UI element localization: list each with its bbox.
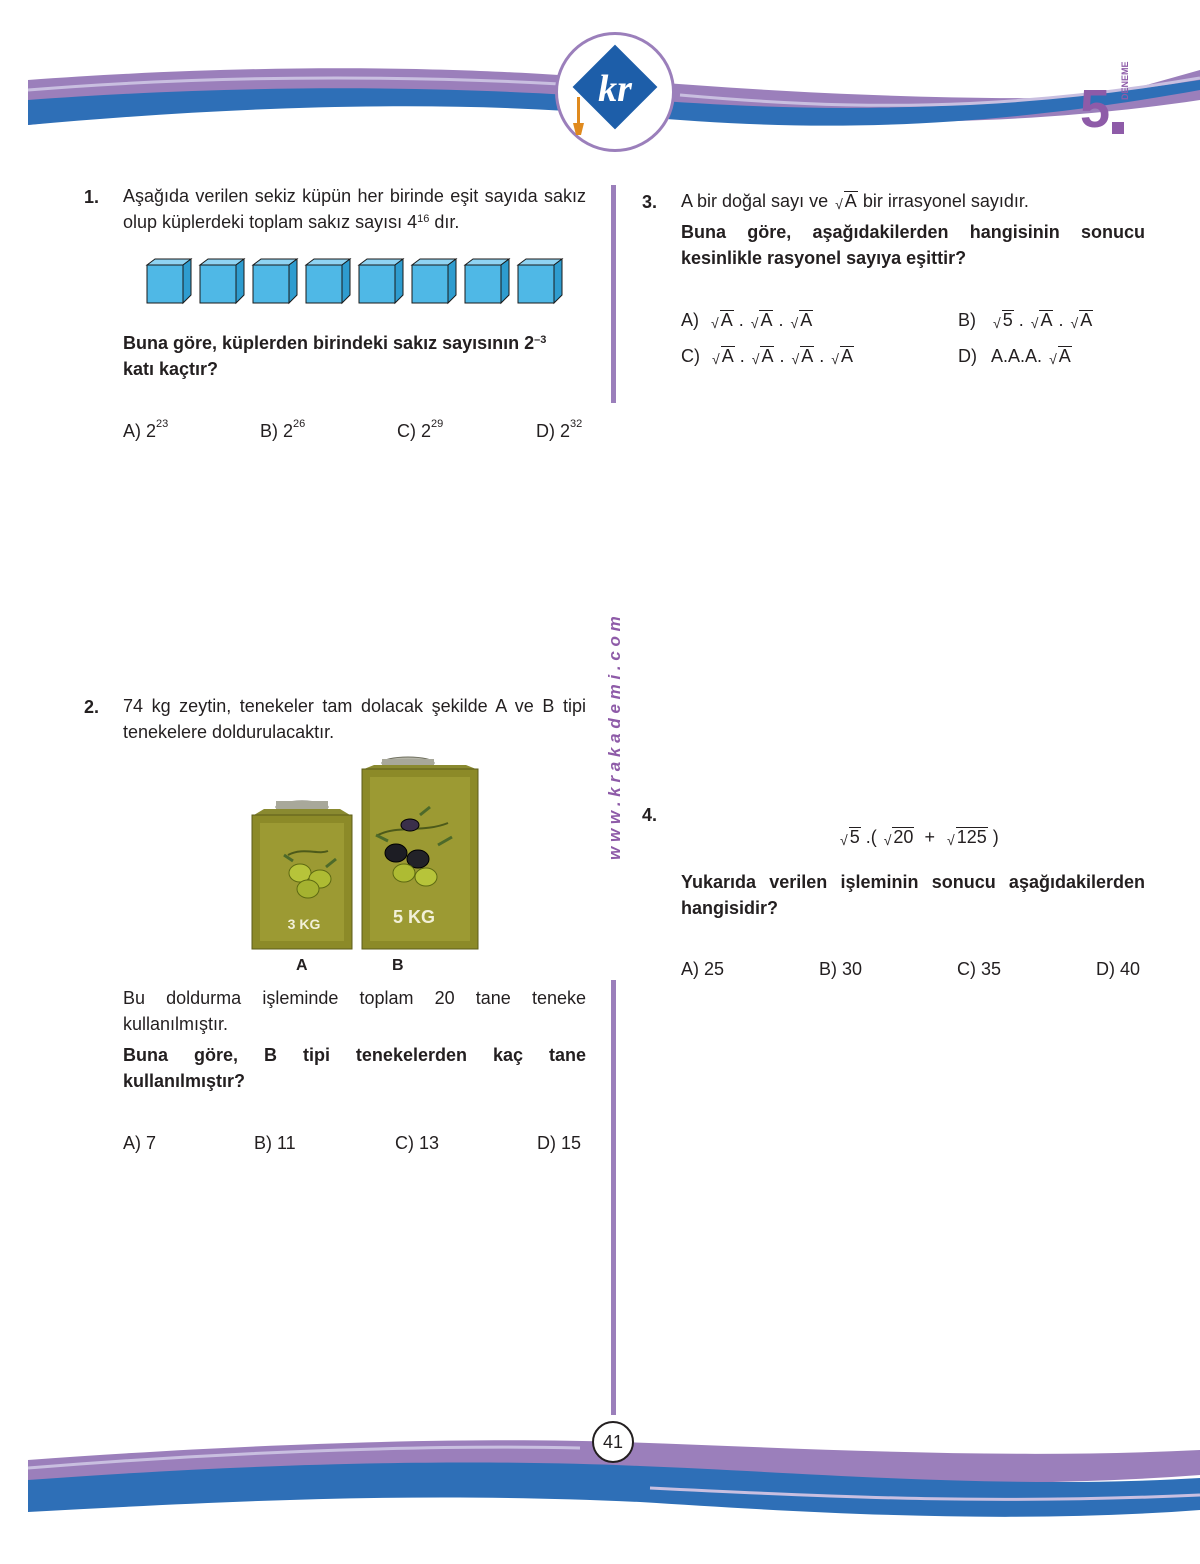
q4-option-c[interactable]: C) 35 xyxy=(957,959,1002,979)
q3-text xyxy=(681,188,1151,215)
q3-a-rad-1: A xyxy=(720,310,733,330)
sqrt-icon: √ xyxy=(791,351,800,367)
q2-text2: Bu doldurma işleminde toplam 20 tane teneke kullanılmıştır. xyxy=(123,988,586,1034)
q2-text: 74 kg zeytin, tenekeler tam dolacak şekilde A ve B tipi tenekelere doldurulacaktır. xyxy=(123,696,586,742)
logo-text: kr xyxy=(598,68,632,110)
watermark xyxy=(598,515,628,865)
q4-expr-plus: + xyxy=(924,827,935,847)
deneme-dot xyxy=(1112,122,1124,134)
q3-option-d-label: D) xyxy=(958,346,977,366)
cube-8 xyxy=(518,259,562,303)
q3-b-dot-2: . xyxy=(1058,310,1064,330)
q4-expr-twenty: 20 xyxy=(893,827,914,847)
cube-7 xyxy=(465,259,509,303)
column-divider-top xyxy=(611,185,616,403)
q1-option-d-exp: 32 xyxy=(570,418,583,430)
q3-a-dot-1: . xyxy=(738,310,744,330)
q4-expression xyxy=(838,827,999,848)
q3-number: 3. xyxy=(642,192,658,212)
q3-b-rad-1: 5 xyxy=(1002,310,1013,330)
q1-number: 1. xyxy=(84,187,100,207)
sqrt-icon: √ xyxy=(840,832,848,848)
q3-c-dot-1: . xyxy=(739,346,745,366)
q3-a-dot-2: . xyxy=(778,310,784,330)
q3-option-a[interactable] xyxy=(681,310,813,331)
q3-option-b-label: B) xyxy=(958,310,976,330)
sqrt-icon: √ xyxy=(1070,315,1079,331)
sqrt-icon: √ xyxy=(1049,351,1057,367)
q3-b-rad-3: A xyxy=(1080,310,1093,330)
can-a xyxy=(252,801,352,949)
q1-option-a[interactable] xyxy=(123,418,169,442)
q2-number: 2. xyxy=(84,697,100,717)
sqrt-icon: √ xyxy=(947,832,955,848)
q3-option-c-label: C) xyxy=(681,346,700,366)
sqrt-icon: √ xyxy=(711,315,719,331)
sqrt-icon: √ xyxy=(790,315,799,331)
q1-question-b: katı kaçtır? xyxy=(123,359,219,379)
q1-cubes xyxy=(145,257,565,305)
q3-c-dot-3: . xyxy=(819,346,825,366)
q1-option-c-exp: 29 xyxy=(431,418,444,430)
sqrt-icon: √ xyxy=(835,196,843,212)
cube-5 xyxy=(359,259,403,303)
q3-c-rad-4: A xyxy=(840,346,853,366)
q2-question: Buna göre, B tipi tenekelerden kaç tane kullanılmıştır? xyxy=(123,1045,586,1091)
q4-question: Yukarıda verilen işleminin sonucu aşağıdakilerden hangisidir? xyxy=(681,872,1145,918)
olive-cans-illustration xyxy=(248,755,480,953)
q3-option-c[interactable] xyxy=(681,346,854,367)
q1-question xyxy=(123,330,593,382)
q4-expr-five: 5 xyxy=(849,827,860,847)
q3-c-rad-1: A xyxy=(721,346,734,366)
q1-question-sup: –3 xyxy=(534,334,547,346)
q1-text-a: Aşağıda verilen sekiz küpün her birinde eşit sayıda sakız olup küplerdeki toplam sakız sayısı 4 xyxy=(123,186,586,232)
q3-a-rad-3: A xyxy=(800,310,813,330)
cube-1 xyxy=(147,259,191,303)
q3-option-a-label: A) xyxy=(681,310,699,330)
cube-4 xyxy=(306,259,350,303)
q1-option-a-label: A) 2 xyxy=(123,421,157,441)
can-a-weight: 3 KG xyxy=(287,916,321,932)
watermark-text: w w w . k r a k a d e m i . c o m xyxy=(605,616,624,860)
q3-option-b[interactable] xyxy=(958,310,1093,331)
q1-text-sup: 16 xyxy=(417,213,430,225)
q3-option-d[interactable] xyxy=(958,346,1072,367)
q3-c-dot-2: . xyxy=(779,346,785,366)
logo-icon xyxy=(558,35,672,149)
cube-3 xyxy=(253,259,297,303)
sqrt-icon: √ xyxy=(751,351,760,367)
q1-option-c[interactable] xyxy=(397,418,444,442)
q3-c-rad-2: A xyxy=(761,346,774,366)
q3-d-prefix: A.A.A. xyxy=(991,346,1043,366)
can-b xyxy=(362,757,478,949)
q3-d-rad-1: A xyxy=(1058,346,1071,366)
can-b-weight: 5 KG xyxy=(392,907,436,927)
logo-badge xyxy=(555,32,675,152)
q4-option-b[interactable]: B) 30 xyxy=(819,959,863,979)
q1-text-b: dır. xyxy=(429,212,460,232)
q4-expr-close: ) xyxy=(992,827,999,847)
q3-question: Buna göre, aşağıdakilerden hangisinin sonucu kesinlikle rasyonel sayıya eşittir? xyxy=(681,222,1145,268)
q4-option-d[interactable]: D) 40 xyxy=(1096,959,1141,979)
q3-c-rad-3: A xyxy=(801,346,814,366)
q1-option-b-exp: 26 xyxy=(293,418,306,430)
q1-option-c-label: C) 2 xyxy=(397,421,432,441)
q1-option-b-label: B) 2 xyxy=(260,421,294,441)
q4-option-a[interactable]: A) 25 xyxy=(681,959,725,979)
q4-expr-hundred: 125 xyxy=(956,827,987,847)
q2-option-b[interactable]: B) 11 xyxy=(254,1133,296,1153)
sqrt-icon: √ xyxy=(750,315,759,331)
cube-2 xyxy=(200,259,244,303)
q3-text-b: bir irrasyonel sayıdır. xyxy=(862,191,1029,211)
sqrt-icon: √ xyxy=(883,832,892,848)
cube-6 xyxy=(412,259,456,303)
q2-option-a[interactable]: A) 7 xyxy=(123,1133,157,1153)
q1-option-b[interactable] xyxy=(260,418,306,442)
q1-question-a: Buna göre, küplerden birindeki sakız sayısının 2 xyxy=(123,333,535,353)
q1-option-d[interactable] xyxy=(536,418,583,442)
can-a-label: A xyxy=(296,957,308,974)
q3-text-rad: A xyxy=(844,191,857,211)
sqrt-icon: √ xyxy=(831,351,839,367)
q4-number: 4. xyxy=(642,805,658,825)
q1-option-a-exp: 23 xyxy=(156,418,169,430)
q3-b-dot-1: . xyxy=(1018,310,1024,330)
sqrt-icon: √ xyxy=(712,351,720,367)
column-divider-bottom xyxy=(611,980,616,1415)
sqrt-icon: √ xyxy=(1030,315,1039,331)
q1-text xyxy=(123,183,586,235)
q3-text-a: A bir doğal sayı ve xyxy=(681,191,829,211)
q3-b-rad-2: A xyxy=(1040,310,1053,330)
page-number: 41 xyxy=(592,1421,634,1463)
deneme-label: DENEME xyxy=(1120,61,1130,100)
q2-option-c[interactable]: C) 13 xyxy=(395,1133,440,1153)
q1-option-d-label: D) 2 xyxy=(536,421,571,441)
q2-option-d[interactable]: D) 15 xyxy=(537,1133,582,1153)
q4-expr-dot-open: .( xyxy=(865,827,877,847)
sqrt-icon: √ xyxy=(993,315,1001,331)
deneme-number: 5 xyxy=(1080,79,1111,139)
q3-a-rad-2: A xyxy=(760,310,773,330)
can-b-label: B xyxy=(392,957,404,974)
